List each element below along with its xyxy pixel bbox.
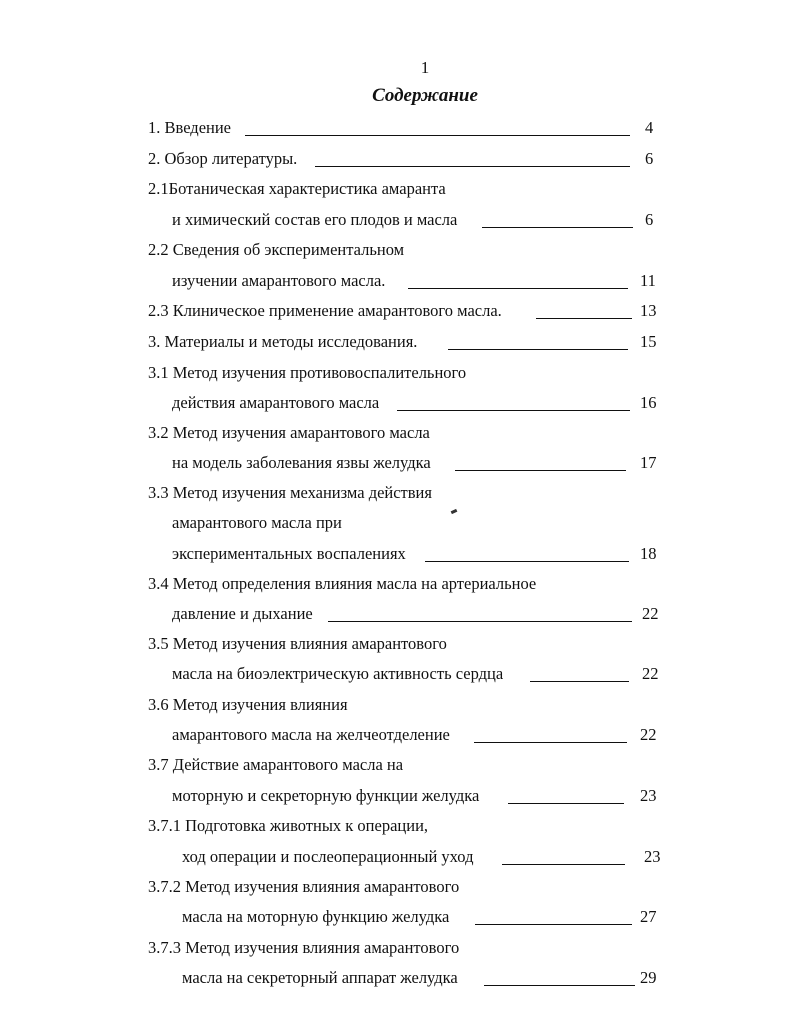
toc-leader-line: [474, 742, 627, 743]
toc-entry-line: 2.3 Клиническое применение амарантового масла.: [148, 301, 502, 320]
toc-entry-line: 3.4 Метод определения влияния масла на артериальное: [148, 574, 537, 593]
toc-page-number: 6: [645, 210, 654, 229]
toc-entry-line: на модель заболевания язвы желудка: [172, 453, 431, 472]
toc-entry-line: 2.1Ботаническая характеристика амаранта: [148, 179, 446, 198]
toc-entry-line: давление и дыхание: [172, 604, 313, 623]
toc-leader-line: [408, 288, 628, 289]
toc-entry-line: масла на биоэлектрическую активность сердца: [172, 664, 504, 683]
toc-entry-line: 3.2 Метод изучения амарантового масла: [148, 423, 430, 442]
toc-page-number: 23: [640, 786, 657, 805]
toc-leader-line: [328, 621, 632, 622]
toc-leader-line: [448, 349, 628, 350]
toc-entry-line: 1. Введение: [148, 118, 232, 137]
toc-page-number: 22: [642, 604, 659, 623]
toc-entry-line: масла на секреторный аппарат желудка: [182, 968, 458, 987]
toc-entry-line: и химический состав его плодов и масла: [172, 210, 458, 229]
toc-page-number: 13: [640, 301, 657, 320]
toc-entry-line: 2. Обзор литературы.: [148, 149, 298, 168]
toc-leader-line: [484, 985, 635, 986]
toc-leader-line: [508, 803, 624, 804]
toc-page-number: 4: [645, 118, 654, 137]
toc-entry-line: масла на моторную функцию желудка: [182, 907, 450, 926]
toc-entry-line: моторную и секреторную функции желудка: [172, 786, 480, 805]
toc-entry-line: 3.7 Действие амарантового масла на: [148, 755, 404, 774]
toc-entry-line: 3.6 Метод изучения влияния: [148, 695, 348, 714]
toc-entry-line: 3.7.1 Подготовка животных к операции,: [148, 816, 429, 835]
toc-entry-line: 3.7.3 Метод изучения влияния амарантового: [148, 938, 460, 957]
toc-leader-line: [530, 681, 629, 682]
toc-leader-line: [425, 561, 629, 562]
toc-entry-line: 3.5 Метод изучения влияния амарантового: [148, 634, 447, 653]
toc-entry-line: ход операции и послеоперационный уход: [182, 847, 474, 866]
toc-leader-line: [397, 410, 630, 411]
toc-entry-line: 2.2 Сведения об экспериментальном: [148, 240, 405, 259]
toc-entry-line: 3. Материалы и методы исследования.: [148, 332, 418, 351]
toc-page-number: 22: [642, 664, 659, 683]
toc-entry-line: 3.7.2 Метод изучения влияния амарантового: [148, 877, 460, 896]
toc-leader-line: [482, 227, 633, 228]
toc-leader-line: [502, 864, 625, 865]
toc-entry-line: амарантового масла на желчеотделение: [172, 725, 450, 744]
scan-speck: [451, 509, 458, 514]
toc-leader-line: [245, 135, 630, 136]
toc-page-number: 23: [644, 847, 661, 866]
toc-page-number: 16: [640, 393, 657, 412]
toc-leader-line: [536, 318, 632, 319]
toc-page-number: 29: [640, 968, 657, 987]
toc-entry-line: 3.3 Метод изучения механизма действия: [148, 483, 432, 502]
toc-page-number: 6: [645, 149, 654, 168]
toc-page-number: 15: [640, 332, 657, 351]
toc-entry-line: амарантового масла при: [172, 513, 342, 532]
toc-leader-line: [475, 924, 632, 925]
toc-page-number: 22: [640, 725, 657, 744]
toc-page-number: 11: [640, 271, 656, 290]
toc-entry-line: экспериментальных воспалениях: [172, 544, 406, 563]
toc-page-number: 17: [640, 453, 657, 472]
toc-entry-line: действия амарантового масла: [172, 393, 380, 412]
page-number: 1: [420, 58, 430, 77]
page-title: Содержание: [372, 85, 478, 106]
toc-entry-line: 3.1 Метод изучения противовоспалительного: [148, 363, 467, 382]
toc-leader-line: [315, 166, 630, 167]
toc-leader-line: [455, 470, 626, 471]
toc-page-number: 18: [640, 544, 657, 563]
toc-entry-line: изучении амарантового масла.: [172, 271, 386, 290]
toc-page-number: 27: [640, 907, 657, 926]
